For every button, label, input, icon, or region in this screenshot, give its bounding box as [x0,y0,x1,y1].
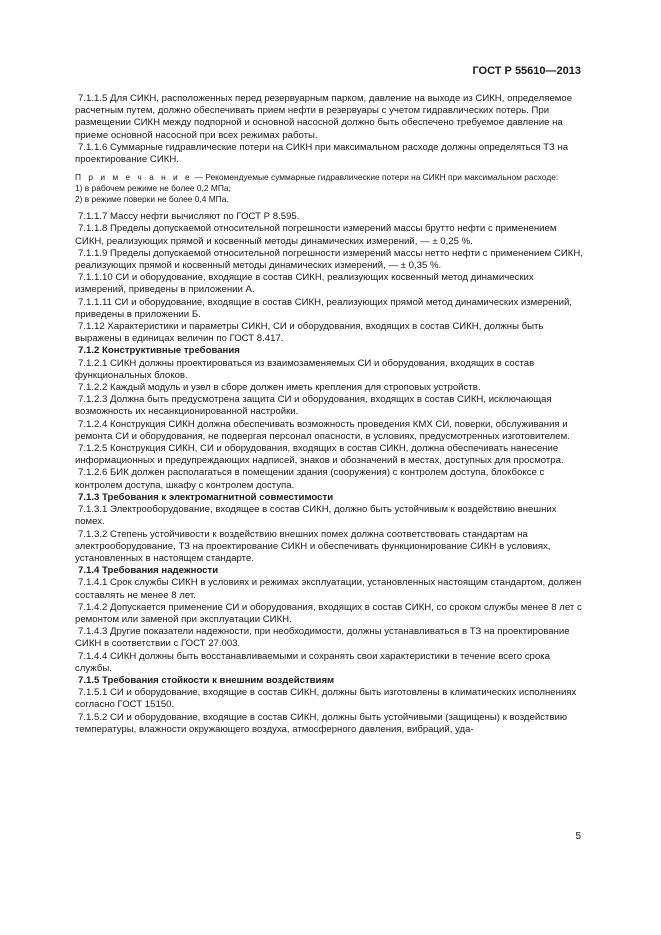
paragraph: 7.1.4.4 СИКН должны быть восстанавливаемыми и сохранять свои характеристики в течение всего срока службы. [75,650,550,674]
note-item: 1) в рабочем режиме не более 0,2 МПа; [75,183,231,194]
document-code: ГОСТ Р 55610—2013 [472,65,581,77]
section-heading: 7.1.3 Требования к электромагнитной совместимости [78,491,334,503]
paragraph: 7.1.4.3 Другие показатели надежности, при необходимости, должны устанавливаться в ТЗ на проектирование СИКН в соответствии с ГОСТ 27.003. [75,626,570,650]
note-label: П р и м е ч а н и е [75,172,193,183]
page-body [75,93,585,736]
paragraph: 7.1.1.6 Суммарные гидравлические потери на СИКН при максимальном расходе должны определяться ТЗ на проектирование СИКН. [75,141,569,166]
paragraph: 7.1.4.2 Допускается применение СИ и оборудования, входящих в состав СИКН, со сроком службы менее 8 лет с ремонтом или заменой при эксплуатации СИКН. [75,601,582,625]
paragraph: 7.1.12 Характеристики и параметры СИКН, СИ и оборудования, входящих в состав СИКН, должны быть выражены в единицах величин по ГОСТ 8.417. [75,321,544,345]
paragraph: 7.1.2.4 Конструкция СИКН должна обеспечивать возможность проведения КМХ СИ, поверки, обслуживания и ремонта СИ и оборудования, не подвергая персонал опасности, в условиях, предусмотренных изготовителем. [75,418,570,442]
paragraph: 7.1.3.1 Электрооборудование, входящее в состав СИКН, должно быть устойчивым к воздействию внешних помех. [75,504,557,528]
paragraph: 7.1.3.2 Степень устойчивости к воздействию внешних помех должна соответствовать стандартам на электрооборудование, ТЗ на проектирование СИКН и обеспечивать функционирование СИКН в условиях, установленных в настоящем стандарте. [75,528,551,564]
paragraph: 7.1.5.2 СИ и оборудование, входящие в состав СИКН, должны быть устойчивыми (защищены) к воздействию температуры, влажности окружающего воздуха, атмосферного давления, вибраций, уда- [75,711,568,735]
note-item: 2) в режиме поверки не более 0,4 МПа. [75,194,229,205]
paragraph: 7.1.2.5 Конструкция СИКН, СИ и оборудования, входящих в состав СИКН, должна обеспечивать нанесение информационных и предупреждающих надписей, знаков и обозначений в местах, доступных для просмотра. [75,443,564,467]
paragraph: 7.1.2.6 БИК должен располагаться в помещении здания (сооружения) с контролем доступа, блокбоксе с контролем доступа, шкафу с контролем доступа. [75,467,545,491]
section-heading: 7.1.2 Конструктивные требования [78,345,240,357]
paragraph: 7.1.5.1 СИ и оборудование, входящие в состав СИКН, должны быть изготовлены в климатических исполнениях согласно ГОСТ 15150. [75,687,577,711]
paragraph: 7.1.2.3 Должна быть предусмотрена защита СИ и оборудования, входящих в состав СИКН, исключающая возможность их несанкционированной настройки. [75,394,552,418]
paragraph: 7.1.1.8 Пределы допускаемой относительной погрешности измерений массы брутто нефти с применением СИКН, реализующих прямой и косвенный методы динамических измерений, — ± 0,25 %. [75,223,557,247]
note-block [75,172,585,205]
paragraph: 7.1.2.1 СИКН должны проектироваться из взаимозаменяемых СИ и оборудования, входящих в состав функциональных блоков. [75,357,535,381]
paragraph: 7.1.1.11 СИ и оборудование, входящие в состав СИКН, реализующих прямой метод динамических измерений, приведены в приложении Б. [75,296,572,320]
paragraph: 7.1.1.7 Массу нефти вычисляют по ГОСТ Р 8.595. [78,211,300,223]
section-heading: 7.1.5 Требования стойкости к внешним воздействиям [78,674,335,686]
section-heading: 7.1.4 Требования надежности [78,565,219,577]
paragraph: 7.1.1.10 СИ и оборудование, входящие в состав СИКН, реализующих косвенный метод динамических измерений, приведены в приложении А. [75,272,534,296]
note-text: — Рекомендуемые суммарные гидравлические потери на СИКН при максимальном расходе: [192,172,559,183]
page-number: 5 [575,831,581,842]
paragraph: 7.1.4.1 Срок службы СИКН в условиях и режимах эксплуатации, установленных настоящим стандартом, должен составлять не менее 8 лет. [75,577,582,601]
paragraph: 7.1.1.9 Пределы допускаемой относительной погрешности измерений массы нетто нефти с применением СИКН, реализующих прямой и косвенный методы динамических измерений, — ± 0,35 %. [75,247,583,272]
paragraph: 7.1.2.2 Каждый модуль и узел в сборе должен иметь крепления для строповых устройств. [78,382,481,394]
paragraph: 7.1.1.5 Для СИКН, расположенных перед резервуарным парком, давление на выходе из СИКН, определяемое расчетным путем, должно обеспечивать прием нефти в резервуары с учетом гидравлических потерь. При размещении СИКН между подпорной и основной насосной должно быть обеспечено требуемое давление на приеме основной насосной при всех режимах работы. [75,93,573,141]
